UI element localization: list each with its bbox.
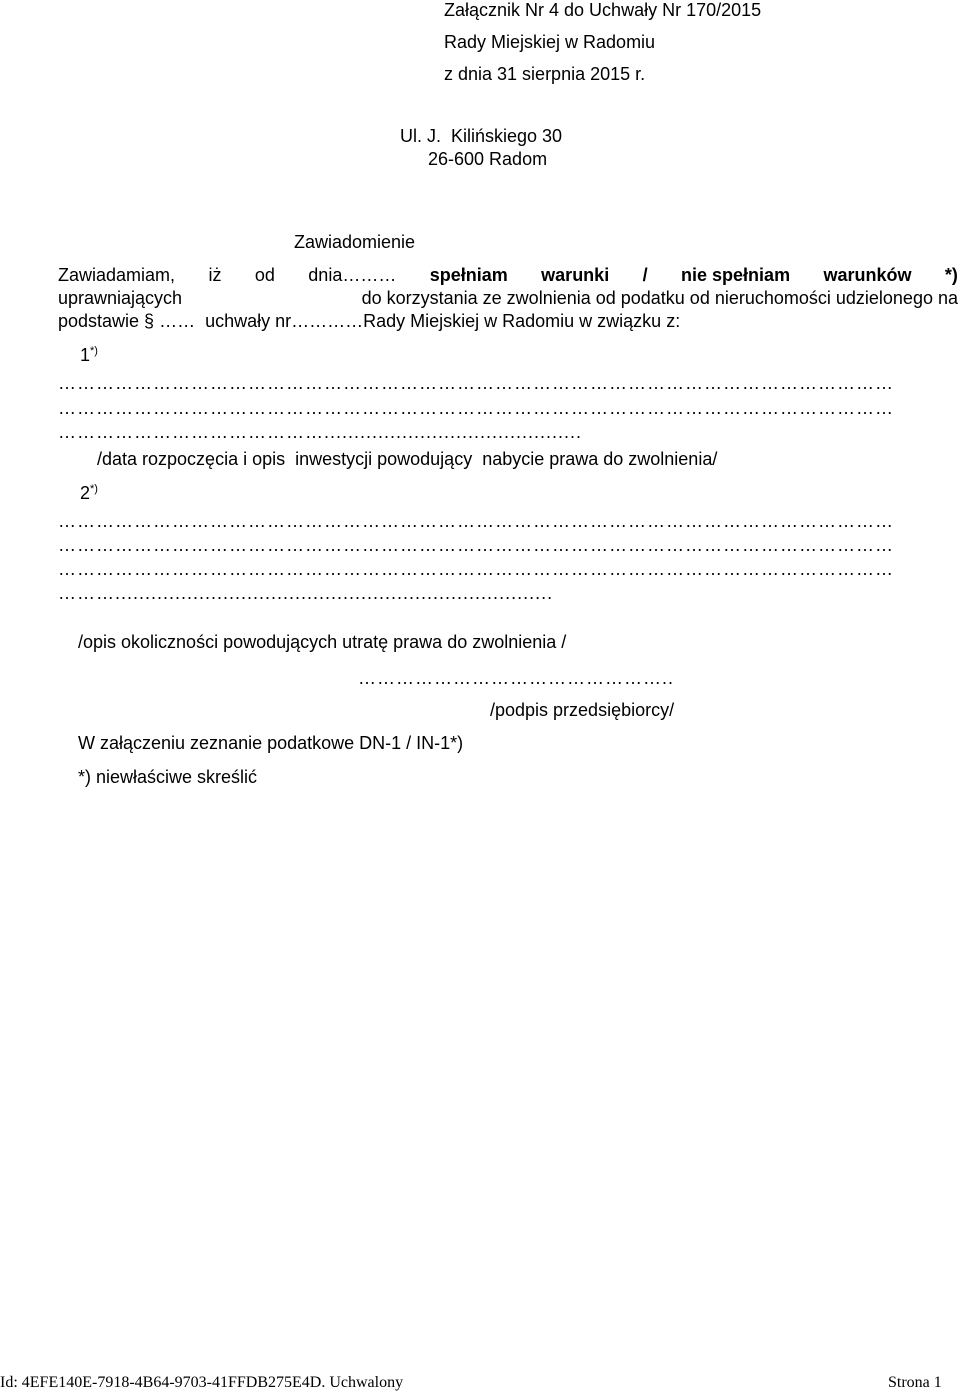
header-line-1: Załącznik Nr 4 do Uchwały Nr 170/2015 (444, 0, 762, 20)
date-field: dnia……… (308, 265, 397, 285)
body-word: / (642, 265, 648, 285)
body-text: do korzystania ze zwolnienia od podatku od nieruchomości udzielonego na (361, 288, 958, 308)
attachment-note: W załączeniu zeznanie podatkowe DN-1 / IN-1*) (78, 733, 464, 753)
signature-caption: /podpis przedsiębiorcy/ (490, 700, 675, 720)
body-line-2 (58, 288, 958, 309)
body-word: Zawiadamiam, (58, 265, 176, 285)
body-word: uprawniających (58, 288, 183, 308)
section-2-number: 2*) (80, 483, 98, 503)
fill-line: …………………………………………………………………………………………………………………… (58, 511, 894, 531)
body-line-3: podstawie § …… uchwały nr…………Rady Miejskiej w Radomiu w związku z: (58, 311, 681, 331)
fill-line: …………………………………………………………………………………………………………………… (58, 398, 894, 418)
footnote-text: *) niewłaściwe skreślić (78, 767, 258, 787)
option-meets: spełniam (429, 265, 508, 285)
address-city: 26-600 Radom (428, 149, 548, 169)
body-line-1 (58, 265, 958, 286)
signature-line: ………………………………………….. (358, 668, 675, 688)
header-line-3: z dnia 31 sierpnia 2015 r. (444, 64, 646, 84)
fill-line: ………......................................................................... (58, 583, 554, 603)
body-word: warunków (823, 265, 912, 285)
footer-page-number: Strona 1 (888, 1374, 942, 1391)
body-word: od (254, 265, 275, 285)
fill-line: ……………………………………........................................... (58, 422, 583, 442)
footnote-marker: *) (90, 483, 98, 495)
fill-line: …………………………………………………………………………………………………………………… (58, 535, 894, 555)
option-not-meets: nie spełniam (681, 265, 791, 285)
section-1-number: 1*) (80, 345, 98, 365)
section-2-caption: /opis okoliczności powodujących utratę prawa do zwolnienia / (78, 632, 567, 652)
document-title: Zawiadomienie (294, 232, 416, 252)
body-word: warunki (541, 265, 610, 285)
section-1-caption: /data rozpoczęcia i opis inwestycji powodujący nabycie prawa do zwolnienia/ (97, 449, 718, 469)
fill-line: …………………………………………………………………………………………………………………… (58, 373, 894, 393)
body-word: iż (208, 265, 222, 285)
footnote-marker: *) (90, 345, 98, 357)
fill-line: …………………………………………………………………………………………………………………… (58, 559, 894, 579)
footer-id: Id: 4EFE140E-7918-4B64-9703-41FFDB275E4D. Uchwalony (0, 1374, 404, 1391)
address-street: Ul. J. Kilińskiego 30 (400, 126, 563, 146)
footnote-marker: *) (944, 265, 958, 285)
header-line-2: Rady Miejskiej w Radomiu (444, 32, 656, 52)
